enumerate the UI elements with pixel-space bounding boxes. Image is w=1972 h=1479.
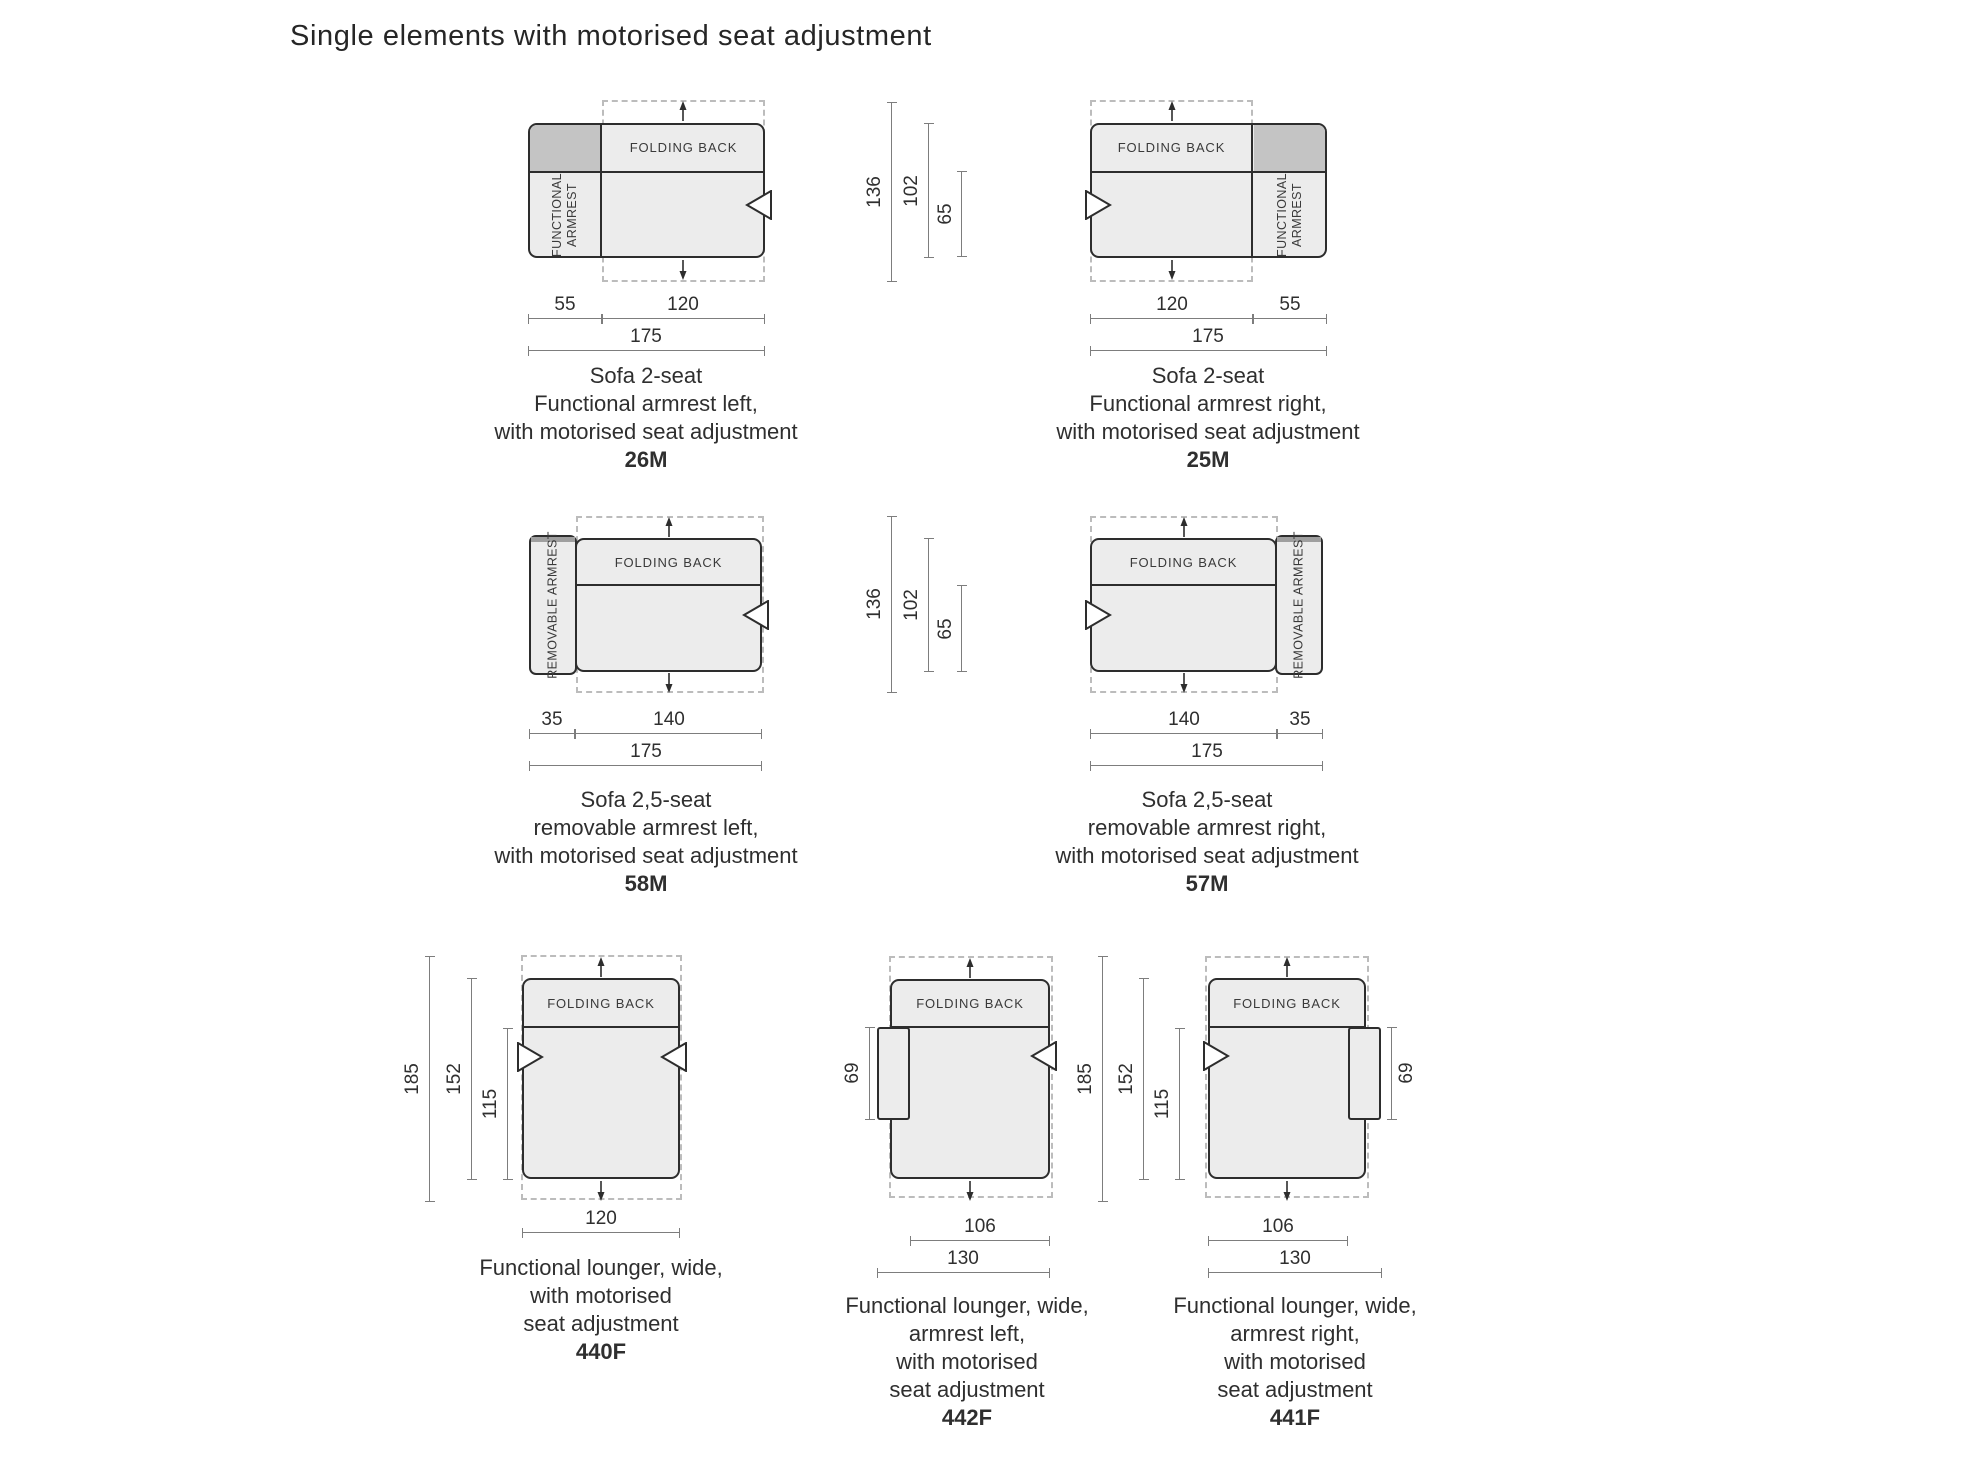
width-dimension-line <box>1090 318 1253 319</box>
width-dimension-label: 120 <box>1156 294 1188 315</box>
product-caption: Sofa 2-seat Functional armrest right, with motorised seat adjustment 25M <box>1056 363 1360 472</box>
folding-back-label: FOLDING BACK <box>614 555 723 570</box>
folding-back-divider-line <box>522 1026 680 1028</box>
extend-down-arrow-icon <box>1177 673 1191 693</box>
depth-dimension-label: 115 <box>480 1088 501 1120</box>
folding-back-label: FOLDING BACK <box>1129 555 1238 570</box>
total-width-dimension-line <box>1090 765 1323 766</box>
width-dimension-line <box>602 318 765 319</box>
total-width-dimension-line <box>528 350 765 351</box>
seat-adjust-chevron-icon <box>1028 1041 1058 1071</box>
folding-back-label: FOLDING BACK <box>547 996 655 1011</box>
total-width-dimension-label: 175 <box>1192 326 1224 347</box>
width-dimension-label: 55 <box>554 294 576 315</box>
model-code: 441F <box>1269 1405 1321 1430</box>
width-dimension-label: 106 <box>1262 1216 1294 1237</box>
extend-down-arrow-icon <box>676 260 690 280</box>
seat-adjust-chevron-icon <box>516 1042 546 1072</box>
model-code: 58M <box>624 871 668 896</box>
depth-dimension-line <box>891 516 892 693</box>
width-dimension-label: 140 <box>653 709 685 730</box>
width-dimension-line <box>522 1232 680 1233</box>
depth-dimension-label: 136 <box>864 176 885 208</box>
depth-dimension-line <box>928 123 929 258</box>
total-width-dimension-line <box>877 1272 1050 1273</box>
depth-dimension-line <box>1179 1028 1180 1180</box>
width-dimension-label: 120 <box>667 294 699 315</box>
total-width-dimension-label: 130 <box>947 1248 979 1269</box>
functional-armrest-label: FUNCTIONAL ARMREST <box>1275 173 1304 257</box>
folding-back-label: FOLDING BACK <box>916 996 1024 1011</box>
width-dimension-line <box>529 733 575 734</box>
extend-up-arrow-icon <box>1177 517 1191 537</box>
width-dimension-line <box>1208 1240 1348 1241</box>
seat-adjust-chevron-icon <box>740 600 770 630</box>
folding-back-divider-line <box>575 584 762 586</box>
width-dimension-label: 55 <box>1279 294 1301 315</box>
folding-back-divider-line <box>1208 1026 1366 1028</box>
depth-dimension-line <box>471 978 472 1180</box>
depth-dimension-label: 136 <box>864 588 885 620</box>
model-code: 442F <box>941 1405 993 1430</box>
seat-adjust-chevron-icon <box>658 1042 688 1072</box>
extend-up-arrow-icon <box>662 517 676 537</box>
depth-dimension-label: 152 <box>444 1063 465 1095</box>
folding-back-label: FOLDING BACK <box>629 140 738 155</box>
armrest-cap <box>530 125 601 172</box>
depth-dimension-label: 115 <box>1152 1088 1173 1120</box>
armrest-dimension-line <box>1391 1027 1392 1120</box>
width-dimension-label: 140 <box>1168 709 1200 730</box>
total-width-dimension-label: 175 <box>1191 741 1223 762</box>
depth-dimension-label: 185 <box>402 1063 423 1095</box>
width-dimension-line <box>1277 733 1323 734</box>
product-caption: Functional lounger, wide, armrest left, with motorised seat adjustment 442F <box>845 1293 1089 1430</box>
model-code: 26M <box>624 447 668 472</box>
extend-down-arrow-icon <box>1280 1181 1294 1201</box>
extend-down-arrow-icon <box>594 1181 608 1201</box>
seat-adjust-chevron-icon <box>1084 600 1114 630</box>
width-dimension-line <box>1090 733 1277 734</box>
removable-armrest-label: REMOVABLE ARMREST <box>545 531 560 679</box>
seat-adjust-chevron-icon <box>743 190 773 220</box>
lounger-armrest <box>1348 1027 1381 1120</box>
depth-dimension-label: 102 <box>901 175 922 207</box>
width-dimension-label: 35 <box>541 709 563 730</box>
model-code: 440F <box>575 1339 627 1364</box>
folding-back-label: FOLDING BACK <box>1117 140 1226 155</box>
armrest-cap <box>1254 125 1325 172</box>
width-dimension-label: 120 <box>585 1208 617 1229</box>
depth-dimension-label: 65 <box>935 203 956 225</box>
depth-dimension-line <box>429 956 430 1202</box>
model-code: 25M <box>1186 447 1230 472</box>
functional-armrest-label: FUNCTIONAL ARMREST <box>550 173 579 257</box>
product-caption: Sofa 2-seat Functional armrest left, with motorised seat adjustment 26M <box>494 363 798 472</box>
extend-up-arrow-icon <box>594 957 608 977</box>
product-caption: Functional lounger, wide, armrest right, with motorised seat adjustment 441F <box>1173 1293 1417 1430</box>
width-dimension-label: 106 <box>964 1216 996 1237</box>
seat-adjust-chevron-icon <box>1202 1041 1232 1071</box>
depth-dimension-line <box>1143 978 1144 1180</box>
extend-up-arrow-icon <box>1165 101 1179 121</box>
depth-dimension-line <box>1102 956 1103 1202</box>
folding-back-divider-line <box>1090 584 1277 586</box>
extend-down-arrow-icon <box>662 673 676 693</box>
depth-dimension-line <box>961 585 962 672</box>
seat-adjust-chevron-icon <box>1084 190 1114 220</box>
model-code: 57M <box>1185 871 1229 896</box>
lounger-armrest <box>877 1027 910 1120</box>
folding-back-divider-line <box>890 1026 1050 1028</box>
total-width-dimension-label: 130 <box>1279 1248 1311 1269</box>
total-width-dimension-line <box>1090 350 1327 351</box>
depth-dimension-line <box>928 538 929 672</box>
total-width-dimension-line <box>529 765 762 766</box>
product-caption: Sofa 2,5-seat removable armrest right, with motorised seat adjustment 57M <box>1055 787 1359 896</box>
width-dimension-line <box>1253 318 1327 319</box>
width-dimension-line <box>910 1240 1050 1241</box>
width-dimension-line <box>528 318 602 319</box>
extend-down-arrow-icon <box>1165 260 1179 280</box>
total-width-dimension-label: 175 <box>630 326 662 347</box>
total-width-dimension-label: 175 <box>630 741 662 762</box>
width-dimension-label: 35 <box>1289 709 1311 730</box>
extend-up-arrow-icon <box>963 958 977 978</box>
armrest-dimension-label: 69 <box>842 1062 863 1084</box>
armrest-dimension-label: 69 <box>1396 1062 1417 1084</box>
product-caption: Functional lounger, wide, with motorised seat adjustment 440F <box>479 1255 723 1364</box>
extend-up-arrow-icon <box>676 101 690 121</box>
depth-dimension-label: 152 <box>1116 1063 1137 1095</box>
depth-dimension-label: 65 <box>935 618 956 640</box>
depth-dimension-line <box>891 102 892 282</box>
page-title: Single elements with motorised seat adjustment <box>290 20 932 52</box>
folding-back-label: FOLDING BACK <box>1233 996 1341 1011</box>
depth-dimension-line <box>961 171 962 257</box>
extend-down-arrow-icon <box>963 1181 977 1201</box>
removable-armrest-label: REMOVABLE ARMREST <box>1291 531 1306 679</box>
depth-dimension-label: 185 <box>1075 1063 1096 1095</box>
armrest-dimension-line <box>869 1027 870 1120</box>
depth-dimension-label: 102 <box>901 589 922 621</box>
total-width-dimension-line <box>1208 1272 1382 1273</box>
depth-dimension-line <box>507 1028 508 1180</box>
product-caption: Sofa 2,5-seat removable armrest left, with motorised seat adjustment 58M <box>494 787 798 896</box>
extend-up-arrow-icon <box>1280 957 1294 977</box>
width-dimension-line <box>575 733 762 734</box>
